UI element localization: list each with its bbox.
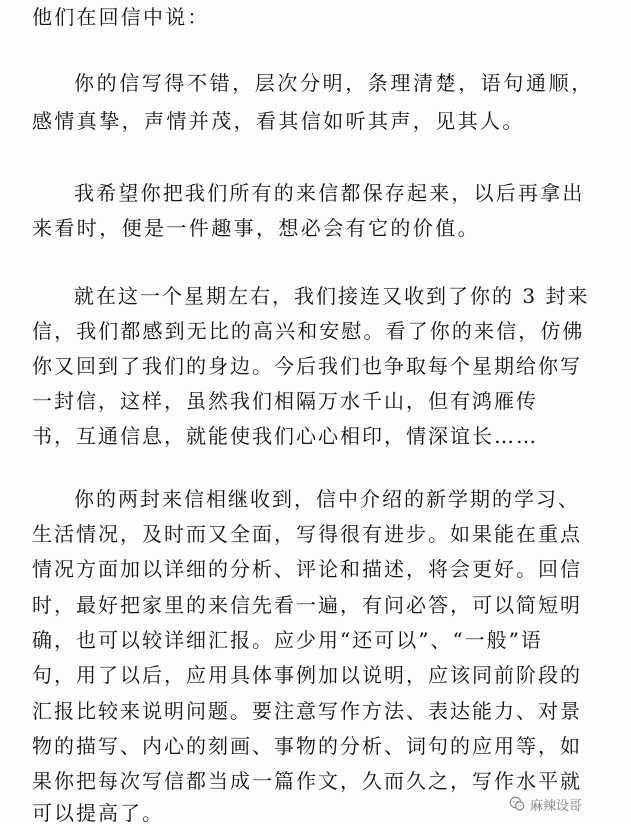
paragraph-4-line-2: 生活情况，及时而又全面，写得很有进步。如果能在重点 [32, 522, 582, 546]
paragraph-2-line-2: 来看时，便是一件趣事，想必会有它的价值。 [32, 216, 480, 240]
paragraph-4-line-3: 情况方面加以详细的分析、评论和描述，将会更好。回信 [32, 557, 582, 581]
watermark [508, 792, 582, 816]
paragraph-4-line-5: 确，也可以较详细汇报。应少用“还可以”、“一般”语 [32, 628, 543, 652]
paragraph-4-line-6: 句，用了以后，应用具体事例加以说明，应该同前阶段的 [32, 663, 582, 687]
paragraph-2-line-1: 我希望你把我们所有的来信都保存起来，以后再拿出 [74, 181, 585, 205]
paragraph-3-line-3: 你又回到了我们的身边。今后我们也争取每个星期给你写 [32, 354, 582, 378]
paragraph-4-line-4: 时，最好把家里的来信先看一遍，有问必答，可以简短明 [32, 593, 582, 617]
wechat-icon [508, 795, 526, 813]
paragraph-1-line-2: 感情真挚，声情并茂，看其信如听其声，见其人。 [32, 109, 525, 133]
paragraph-1-line-1: 你的信写得不错，层次分明，条理清楚，语句通顺， [74, 71, 594, 95]
paragraph-3-line-4: 一封信，这样，虽然我们相隔万水千山，但有鸿雁传 [32, 389, 538, 413]
paragraph-3-line-1: 就在这一个星期左右，我们接连又收到了你的 3 封来 [74, 284, 590, 308]
paragraph-3-line-5: 书，互通信息，就能使我们心心相印，情深谊长…… [32, 424, 538, 448]
paragraph-4-line-9: 果你把每次写信都当成一篇作文，久而久之，写作水平就 [32, 769, 582, 793]
intro-line: 他们在回信中说： [32, 5, 210, 29]
paragraph-4-line-7: 汇报比较来说明问题。要注意写作方法、表达能力、对景 [32, 699, 582, 723]
paragraph-3-line-2: 信，我们都感到无比的高兴和安慰。看了你的来信，仿佛 [32, 319, 585, 343]
watermark-text: 麻辣设哥 [530, 798, 583, 814]
paragraph-4-line-8: 物的描写、内心的刻画、事物的分析、词句的应用等，如 [32, 734, 582, 758]
paragraph-4-line-10: 可以提高了。 [32, 801, 164, 825]
paragraph-4-line-1: 你的两封来信相继收到，信中介绍的新学期的学习、 [74, 487, 580, 511]
